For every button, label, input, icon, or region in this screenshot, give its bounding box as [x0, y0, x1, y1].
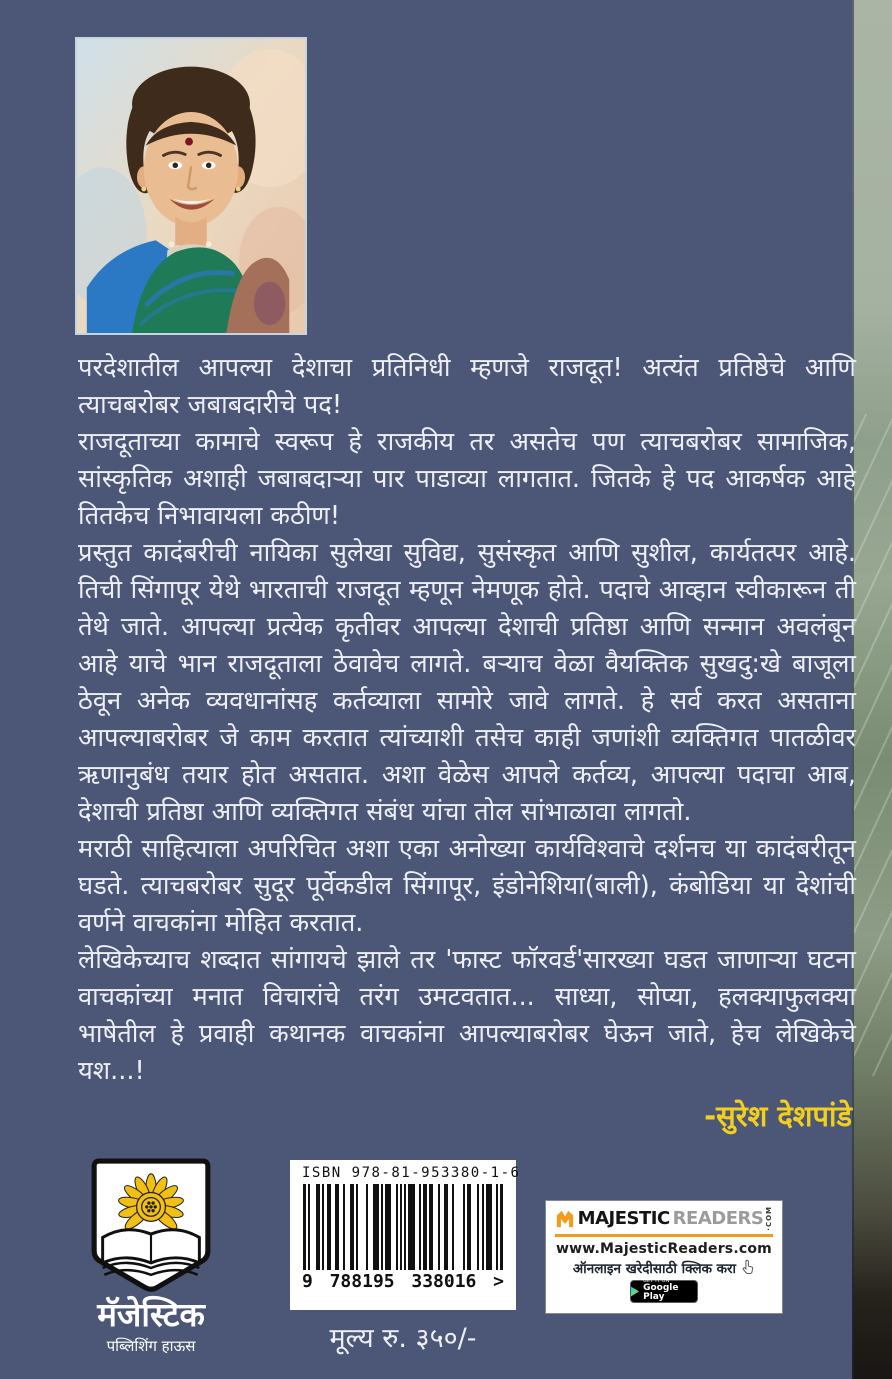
brand-readers-text: READERS	[672, 1207, 764, 1229]
brand-majestic-text: MAJESTIC	[577, 1207, 670, 1229]
google-play-badge	[630, 1280, 698, 1303]
majestic-readers-box	[545, 1200, 783, 1314]
google-play-text: Google Play	[643, 1283, 679, 1303]
blurb-paragraph-4: मराठी साहित्याला अपरिचित अशा एका अनोख्या कार्यविश्वाचे दर्शनच या कादंबरीतून घडते. त्याचबरोबर सुदूर पूर्वेकडील सिंगापूर, इंडोनेशिया(बाली), कंबोडिया या देशांची वर्णने वाचकांना मोहित करतात.	[78, 834, 856, 938]
brand-divider	[555, 1234, 773, 1237]
brand-com-text: ·COM	[765, 1206, 774, 1231]
barcode-end-mark: >	[493, 1271, 504, 1292]
publisher-name: मॅजेस्टिक	[97, 1295, 205, 1334]
barcode-digit-group2: 338016	[411, 1271, 477, 1292]
pointer-hand-icon	[741, 1259, 755, 1276]
blurb-paragraph-3: प्रस्तुत कादंबरीची नायिका सुलेखा सुविद्य, सुसंस्कृत आणि सुशील, कार्यतत्पर आहे. तिची सिंगापूर येथे भारताची राजदूत म्हणून नेमणूक होते. पदाचे आव्हान स्वीकारून ती तेथे जाते. आपल्या प्रत्येक कृतीवर आपल्या देशाची प्रतिष्ठा आणि सन्मान अवलंबून आहे याचे भान राजदूताला ठेवावेच लागते. बऱ्याच वेळा वैयक्तिक सुखदु:खे बाजूला ठेवून अनेक व्यवधानांसह कर्तव्याला सामोरे जावे लागते. हे सर्व करत असताना आपल्याबरोबर जे काम करतात त्यांच्याशी तसेच काही जणांशी व्यक्तिगत पातळीवर ऋणानुबंध तयार होत असतात. अशा वेळेस आपले कर्तव्य, आपल्या पदाचा आब, देशाची प्रतिष्ठा आणि व्यक्तिगत संबंध यांचा तोल सांभाळावा लागतो.	[78, 538, 856, 827]
majestic-readers-brand	[553, 1206, 775, 1231]
online-purchase-cta: ऑनलाइन खरेदीसाठी क्लिक करा	[572, 1260, 737, 1277]
blurb-paragraph-1: परदेशातील आपल्या देशाचा प्रतिनिधी म्हणजे राजदूत! अत्यंत प्रतिष्ठेचे आणि त्याचबरोबर जबाबदारीचे पद!	[78, 353, 856, 420]
website-url: www.MajesticReaders.com	[556, 1240, 772, 1257]
publisher-emblem-icon	[86, 1156, 216, 1296]
author-photo	[75, 37, 307, 335]
page-edge-strip	[852, 0, 892, 1379]
barcode-digit-left: 9	[302, 1271, 313, 1292]
isbn-label: ISBN 978-81-953380-1-6	[302, 1165, 521, 1181]
majestic-m-icon	[555, 1209, 575, 1228]
barcode-bars	[302, 1184, 504, 1270]
google-play-triangle-icon	[631, 1286, 639, 1297]
author-portrait-illustration	[77, 39, 305, 333]
reviewer-signature: -सुरेश देशपांडे	[704, 1099, 852, 1133]
isbn-barcode	[290, 1160, 521, 1310]
price-label: मूल्य रु. ३५०/-	[329, 1323, 477, 1354]
publisher-logo	[73, 1156, 229, 1356]
blurb-text-block	[78, 350, 856, 1135]
google-play-get-it-on-text: GET IT ON	[643, 1278, 670, 1284]
publisher-subtitle: पब्लिशिंग हाऊस	[106, 1336, 196, 1355]
page-edge-photo-streaks	[854, 414, 892, 1076]
blurb-paragraph-5: लेखिकेच्याच शब्दात सांगायचे झाले तर 'फास्ट फॉरवर्ड'सारख्या घडत जाणाऱ्या घटना वाचकांच्या मनात विचारांचे तरंग उमटवतात... साध्या, सोप्या, हलक्याफुलक्या भाषेतील हे प्रवाही कथानक वाचकांना आपल्याबरोबर घेऊन जाते, हेच लेखिकेचे यश...!	[78, 945, 856, 1086]
barcode-digits	[302, 1271, 504, 1292]
blurb-paragraph-2: राजदूताच्या कामाचे स्वरूप हे राजकीय तर असतेच पण त्याचबरोबर सामाजिक, सांस्कृतिक अशाही जबाबदाऱ्या पार पाडाव्या लागतात. जितके हे पद आकर्षक आहे तितकेच निभावायला कठीण!	[78, 427, 856, 531]
barcode-digit-group1: 788195	[329, 1271, 395, 1292]
